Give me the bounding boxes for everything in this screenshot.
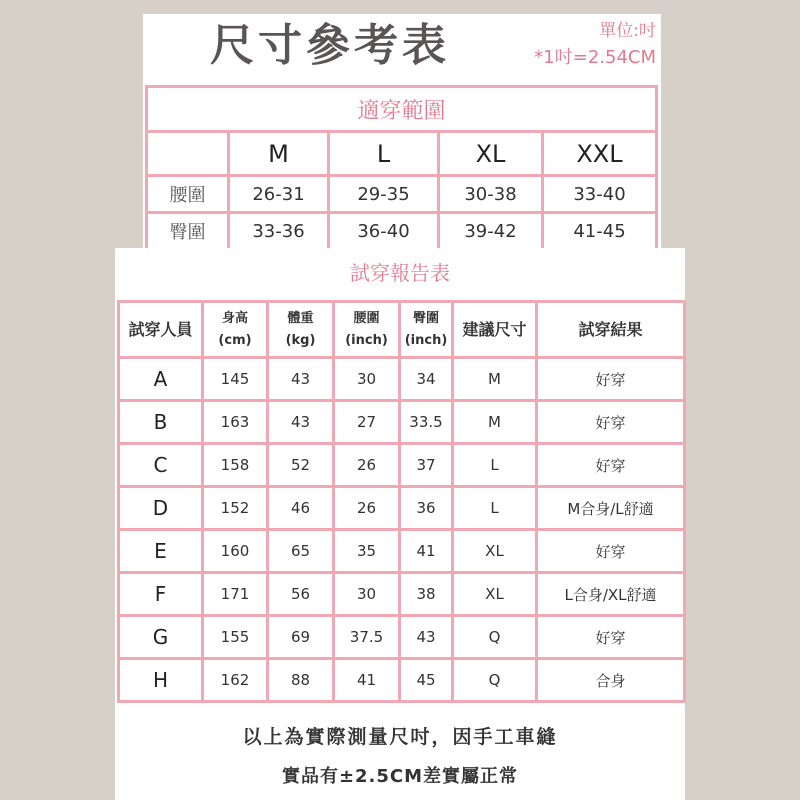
cell-height: 158: [203, 444, 268, 487]
size-cell: 33-40: [543, 176, 657, 213]
col-header-tester: 試穿人員: [119, 302, 203, 358]
size-header: L: [329, 132, 439, 176]
cell-result: 合身: [537, 659, 685, 702]
footer-note-line1: 以上為實際測量尺吋，因手工車縫: [242, 726, 558, 748]
cell-suggested-size: L: [453, 444, 537, 487]
cell-weight: 43: [268, 401, 334, 444]
table-row: [119, 487, 685, 530]
cell-tester-id: D: [119, 487, 203, 530]
cell-hip: 41: [400, 530, 453, 573]
cell-height: 145: [203, 358, 268, 401]
cell-height: 162: [203, 659, 268, 702]
page-title: 尺寸參考表: [210, 20, 450, 71]
cell-waist: 30: [334, 573, 400, 616]
row-label: 臀圍: [147, 213, 229, 250]
cell-waist: 26: [334, 487, 400, 530]
cell-waist: 30: [334, 358, 400, 401]
report-body: [119, 358, 685, 702]
report-title: 試穿報告表: [350, 261, 450, 285]
cell-hip: 43: [400, 616, 453, 659]
cell-tester-id: G: [119, 616, 203, 659]
col-header-hip: 臀圍 (inch): [400, 302, 453, 358]
size-chart-section-title: 適穿範圍: [147, 87, 657, 132]
col-header-waist: 腰圍 (inch): [334, 302, 400, 358]
size-chart-corner: [147, 132, 229, 176]
report-header-row: [119, 302, 685, 358]
cell-result: 好穿: [537, 530, 685, 573]
size-cell: 33-36: [229, 213, 329, 250]
unit-label: 單位:吋: [599, 21, 656, 41]
cell-height: 171: [203, 573, 268, 616]
size-row-waist: [147, 176, 657, 213]
cell-hip: 33.5: [400, 401, 453, 444]
cell-weight: 88: [268, 659, 334, 702]
table-row: [119, 444, 685, 487]
size-cell: 39-42: [439, 213, 543, 250]
cell-suggested-size: XL: [453, 573, 537, 616]
cell-waist: 41: [334, 659, 400, 702]
cell-suggested-size: XL: [453, 530, 537, 573]
cell-suggested-size: Q: [453, 616, 537, 659]
size-cell: 41-45: [543, 213, 657, 250]
cell-height: 160: [203, 530, 268, 573]
cell-result: 好穿: [537, 358, 685, 401]
cell-hip: 45: [400, 659, 453, 702]
size-header: XL: [439, 132, 543, 176]
cell-weight: 56: [268, 573, 334, 616]
cell-result: 好穿: [537, 401, 685, 444]
cell-hip: 34: [400, 358, 453, 401]
col-header-result: 試穿結果: [537, 302, 685, 358]
cell-height: 152: [203, 487, 268, 530]
table-row: [119, 659, 685, 702]
cell-height: 163: [203, 401, 268, 444]
size-header: XXL: [543, 132, 657, 176]
cell-weight: 52: [268, 444, 334, 487]
cell-waist: 37.5: [334, 616, 400, 659]
cell-waist: 35: [334, 530, 400, 573]
table-row: [119, 358, 685, 401]
cell-tester-id: H: [119, 659, 203, 702]
cell-result: L合身/XL舒適: [537, 573, 685, 616]
size-cell: 36-40: [329, 213, 439, 250]
size-row-hip: [147, 213, 657, 250]
cell-weight: 46: [268, 487, 334, 530]
col-header-suggested-size: 建議尺寸: [453, 302, 537, 358]
cell-suggested-size: M: [453, 358, 537, 401]
col-header-weight: 體重 (kg): [268, 302, 334, 358]
cell-result: 好穿: [537, 616, 685, 659]
cell-waist: 26: [334, 444, 400, 487]
cell-weight: 65: [268, 530, 334, 573]
cell-result: 好穿: [537, 444, 685, 487]
cell-tester-id: A: [119, 358, 203, 401]
cell-suggested-size: L: [453, 487, 537, 530]
cell-tester-id: E: [119, 530, 203, 573]
row-label: 腰圍: [147, 176, 229, 213]
size-chart-table: [145, 85, 658, 251]
footer-note-line2: 實品有±2.5CM差實屬正常: [281, 766, 519, 787]
size-cell: 26-31: [229, 176, 329, 213]
cell-suggested-size: Q: [453, 659, 537, 702]
table-row: [119, 401, 685, 444]
table-row: [119, 530, 685, 573]
cell-tester-id: B: [119, 401, 203, 444]
cell-height: 155: [203, 616, 268, 659]
unit-conversion-note: *1吋=2.54CM: [534, 47, 656, 68]
cell-hip: 38: [400, 573, 453, 616]
size-cell: 30-38: [439, 176, 543, 213]
table-row: [119, 573, 685, 616]
size-cell: 29-35: [329, 176, 439, 213]
cell-hip: 37: [400, 444, 453, 487]
cell-suggested-size: M: [453, 401, 537, 444]
cell-waist: 27: [334, 401, 400, 444]
cell-tester-id: F: [119, 573, 203, 616]
cell-weight: 43: [268, 358, 334, 401]
fitting-report-table: [117, 300, 686, 703]
cell-tester-id: C: [119, 444, 203, 487]
cell-hip: 36: [400, 487, 453, 530]
size-header: M: [229, 132, 329, 176]
cell-result: M合身/L舒適: [537, 487, 685, 530]
col-header-height: 身高 (cm): [203, 302, 268, 358]
cell-weight: 69: [268, 616, 334, 659]
table-row: [119, 616, 685, 659]
